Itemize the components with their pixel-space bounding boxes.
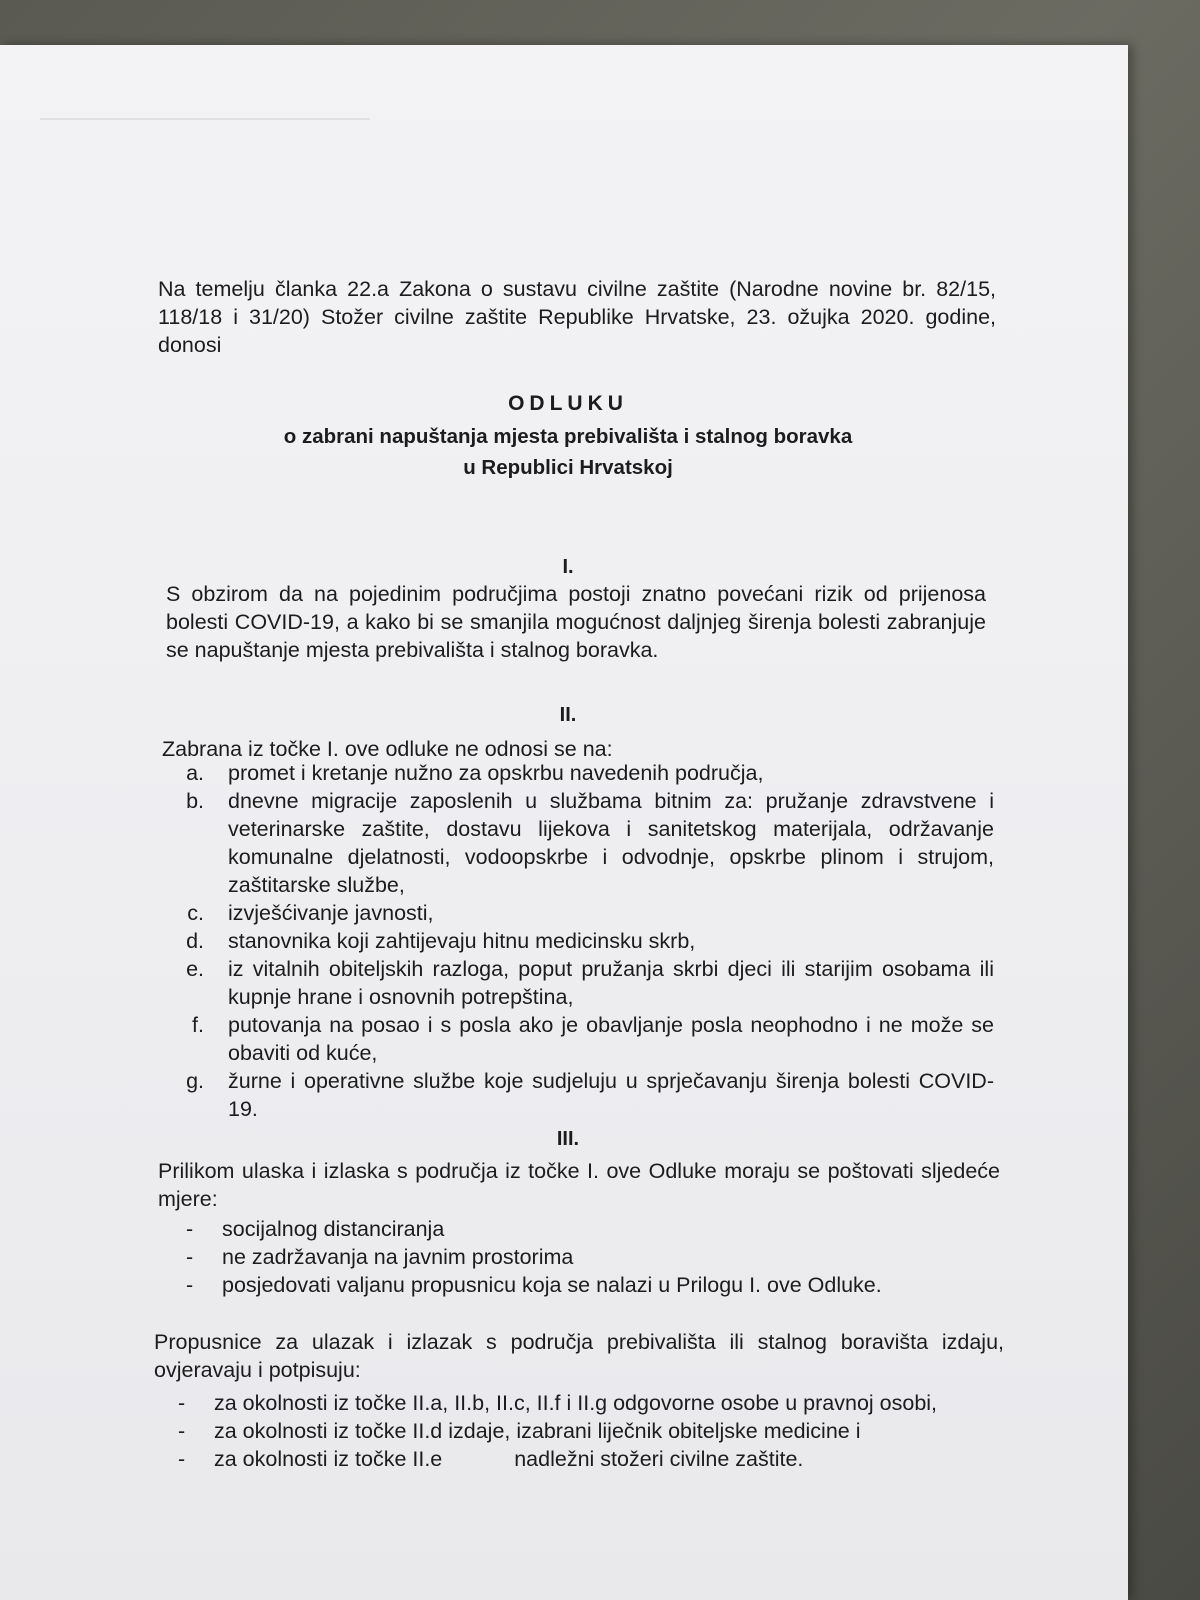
preamble-paragraph: Na temelju članka 22.a Zakona o sustavu civilne zaštite (Narodne novine br. 82/15, 118/18 i 31/20) Stožer civilne zaštite Republike Hrvatske, 23. ožujka 2020. godine, donosi	[158, 277, 996, 357]
list-item-text: promet i kretanje nužno za opskrbu navedenih područja,	[228, 761, 764, 785]
list-item	[178, 1389, 1008, 1417]
document-subtitle-line2: u Republici Hrvatskoj	[463, 456, 673, 479]
list-marker: g.	[186, 1069, 204, 1093]
list-item-text: dnevne migracije zaposlenih u službama bitnim za: pružanje zdravstvene i veterinarske zaštite, dostavu lijekova i sanitetskog materijala, održavanje komunalne djelatnosti, vodoopskrbe i odvodnje, opskrbe plinom i strujom, zaštitarske službe,	[228, 789, 994, 897]
section-2-intro: Zabrana iz točke I. ove odluke ne odnosi se na:	[162, 737, 613, 761]
list-item	[176, 1067, 994, 1123]
list-item	[176, 899, 994, 927]
list-item	[176, 955, 994, 1011]
list-item	[186, 1243, 986, 1271]
measures-list	[186, 1215, 986, 1299]
list-item-text: socijalnog distanciranja	[222, 1217, 445, 1241]
section-1-heading: I.	[562, 556, 574, 578]
list-item-text: putovanja na posao i s posla ako je obavljanje posla neophodno i ne može se obaviti od kuće,	[228, 1013, 994, 1065]
section-3-intro: Prilikom ulaska i izlaska s područja iz točke I. ove Odluke moraju se poštovati sljedeće mjere:	[158, 1159, 1000, 1211]
passes-list	[178, 1389, 1008, 1473]
list-marker: c.	[187, 901, 204, 925]
list-item-text-authority: nadležni stožeri civilne zaštite.	[514, 1447, 804, 1471]
list-marker: b.	[186, 789, 204, 813]
document-subtitle-line1: o zabrani napuštanja mjesta prebivališta i stalnog boravka	[283, 425, 853, 448]
list-item-text: ne zadržavanja na javnim prostorima	[222, 1245, 574, 1269]
document-title: ODLUKU	[508, 392, 628, 415]
list-item	[178, 1417, 1008, 1445]
list-marker: f.	[192, 1013, 204, 1037]
list-marker: -	[186, 1217, 194, 1241]
list-item-text: izvješćivanje javnosti,	[228, 901, 434, 925]
section-2-heading: II.	[559, 704, 577, 726]
list-marker: -	[186, 1273, 194, 1297]
list-item-text: žurne i operativne službe koje sudjeluju u sprječavanju širenja bolesti COVID-19.	[228, 1069, 994, 1121]
list-marker: -	[178, 1391, 186, 1415]
list-marker: e.	[186, 957, 204, 981]
section-1-text: S obzirom da na pojedinim područjima postoji znatno povećani rizik od prijenosa bolesti COVID-19, a kako bi se smanjila mogućnost daljnjeg širenja bolesti zabranjuje se napuštanje mjesta prebivališta i stalnog boravka.	[166, 582, 986, 662]
list-item	[186, 1215, 986, 1243]
list-item	[176, 927, 994, 955]
list-item-text: za okolnosti iz točke II.d izdaje, izabrani liječnik obiteljske medicine i	[214, 1419, 861, 1443]
section-3-heading: III.	[556, 1128, 580, 1150]
list-item	[186, 1271, 986, 1299]
list-marker: -	[186, 1245, 194, 1269]
exceptions-list	[176, 759, 994, 1123]
list-item-text: posjedovati valjanu propusnicu koja se nalazi u Prilogu I. ove Odluke.	[222, 1273, 882, 1297]
list-item	[176, 759, 994, 787]
paper-sheet	[0, 45, 1128, 1600]
list-marker: d.	[186, 929, 204, 953]
list-item	[178, 1445, 1008, 1473]
document-body	[0, 45, 1128, 1600]
list-marker: a.	[186, 761, 204, 785]
list-marker: -	[178, 1447, 186, 1471]
passes-intro: Propusnice za ulazak i izlazak s područja prebivališta ili stalnog boravišta izdaju, ovjeravaju i potpisuju:	[154, 1330, 1004, 1382]
list-item	[176, 1011, 994, 1067]
list-item-text: stanovnika koji zahtijevaju hitnu medicinsku skrb,	[228, 929, 696, 953]
list-item	[176, 787, 994, 899]
list-item-text: iz vitalnih obiteljskih razloga, poput pružanja skrbi djeci ili starijim osobama ili kupnje hrane i osnovnih potrepština,	[228, 957, 994, 1009]
list-item-text: za okolnosti iz točke II.a, II.b, II.c, II.f i II.g odgovorne osobe u pravnoj osobi,	[214, 1391, 938, 1415]
list-item-text: za okolnosti iz točke II.e	[214, 1447, 443, 1471]
list-marker: -	[178, 1419, 186, 1443]
